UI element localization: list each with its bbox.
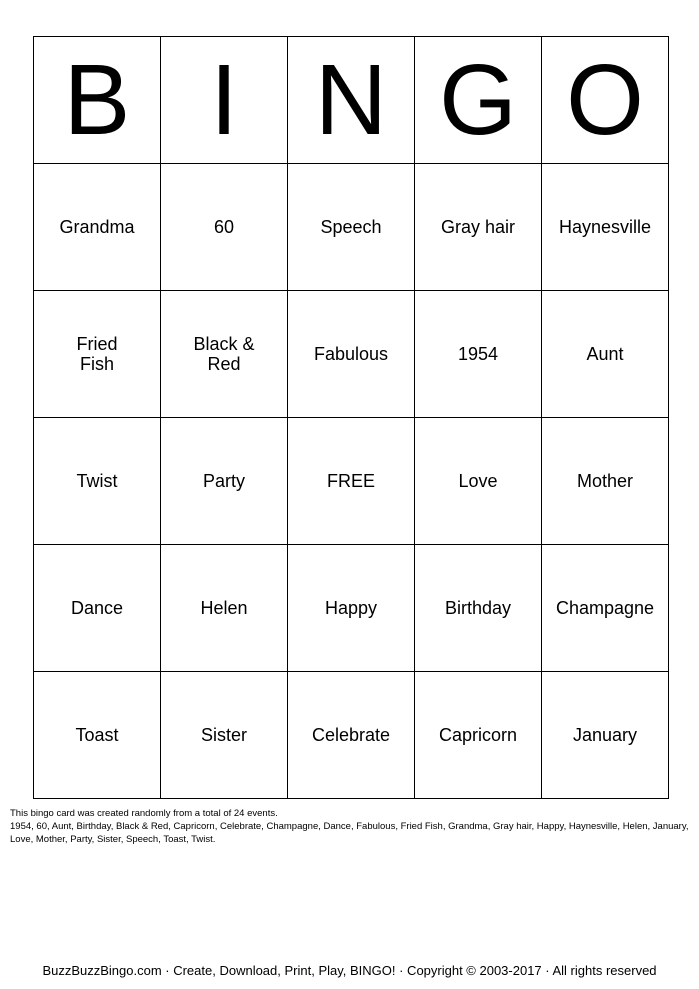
bingo-cell (542, 672, 669, 799)
bingo-cell-text: Party (202, 471, 245, 491)
bingo-cell-text: Happy (324, 598, 378, 618)
bingo-cell (415, 672, 542, 799)
card-generation-note (10, 807, 690, 846)
bingo-cell (161, 545, 288, 672)
header-letter-b: B (34, 37, 161, 164)
bingo-cell (415, 291, 542, 418)
bingo-cell-text: Haynesville (558, 217, 652, 237)
bingo-cell-text: 1954 (457, 344, 499, 364)
bingo-cell (542, 418, 669, 545)
bingo-cell (415, 164, 542, 291)
bingo-cell-text: Twist (76, 471, 118, 491)
note-summary: This bingo card was created randomly from a total of 24 events. (10, 808, 278, 819)
bingo-cell-text: Fried Fish (76, 334, 118, 374)
bingo-cell (542, 545, 669, 672)
note-event-list: 1954, 60, Aunt, Birthday, Black & Red, Capricorn, Celebrate, Champagne, Dance, Fabulous, Fried Fish, Grandma, Gray hair, Happy, Haynesville, Helen, January, Love, Mother, Party, Sister, Speech, Toast, Twist. (10, 821, 689, 845)
bingo-cell-text: Love (458, 471, 498, 491)
bingo-cell-text: Birthday (444, 598, 512, 618)
bingo-cell (415, 545, 542, 672)
bingo-card (33, 36, 669, 799)
bingo-cell-text: January (572, 725, 638, 745)
bingo-cell (288, 545, 415, 672)
bingo-cell (542, 164, 669, 291)
footer-copyright: BuzzBuzzBingo.com · Create, Download, Print, Play, BINGO! · Copyright © 2003-2017 · All rights reserved (42, 963, 657, 978)
bingo-free-cell (288, 418, 415, 545)
bingo-cell-text: Helen (200, 598, 248, 618)
bingo-cell (161, 672, 288, 799)
bingo-cell (34, 545, 161, 672)
bingo-cell (288, 164, 415, 291)
bingo-row-1 (34, 164, 669, 291)
bingo-cell-text: Speech (320, 217, 382, 237)
bingo-cell-text: Gray hair (440, 217, 516, 237)
bingo-cell (161, 164, 288, 291)
bingo-cell-text: Sister (200, 725, 247, 745)
bingo-row-2 (34, 291, 669, 418)
bingo-cell (34, 164, 161, 291)
bingo-cell (34, 291, 161, 418)
bingo-cell (161, 418, 288, 545)
bingo-cell (415, 418, 542, 545)
bingo-cell-text: Mother (576, 471, 634, 491)
bingo-cell-text: Champagne (555, 598, 655, 618)
bingo-cell-text: Fabulous (313, 344, 389, 364)
bingo-cell (288, 672, 415, 799)
bingo-cell-text: Dance (70, 598, 124, 618)
bingo-cell-text: Grandma (59, 217, 135, 237)
bingo-cell (288, 291, 415, 418)
bingo-cell-text: Aunt (586, 344, 624, 364)
bingo-cell (542, 291, 669, 418)
bingo-cell-text: Celebrate (311, 725, 391, 745)
bingo-cell-text: Toast (75, 725, 119, 745)
bingo-header-row (34, 37, 669, 164)
bingo-row-4 (34, 545, 669, 672)
bingo-cell (161, 291, 288, 418)
bingo-row-3 (34, 418, 669, 545)
header-letter-i: I (161, 37, 288, 164)
bingo-cell (34, 672, 161, 799)
bingo-free-cell-text: FREE (326, 471, 375, 491)
header-letter-g: G (415, 37, 542, 164)
bingo-cell (34, 418, 161, 545)
header-letter-o: O (542, 37, 669, 164)
bingo-cell-text: Capricorn (438, 725, 518, 745)
bingo-row-5 (34, 672, 669, 799)
header-letter-n: N (288, 37, 415, 164)
bingo-cell-text: 60 (213, 217, 235, 237)
bingo-cell-text: Black & Red (193, 334, 255, 374)
